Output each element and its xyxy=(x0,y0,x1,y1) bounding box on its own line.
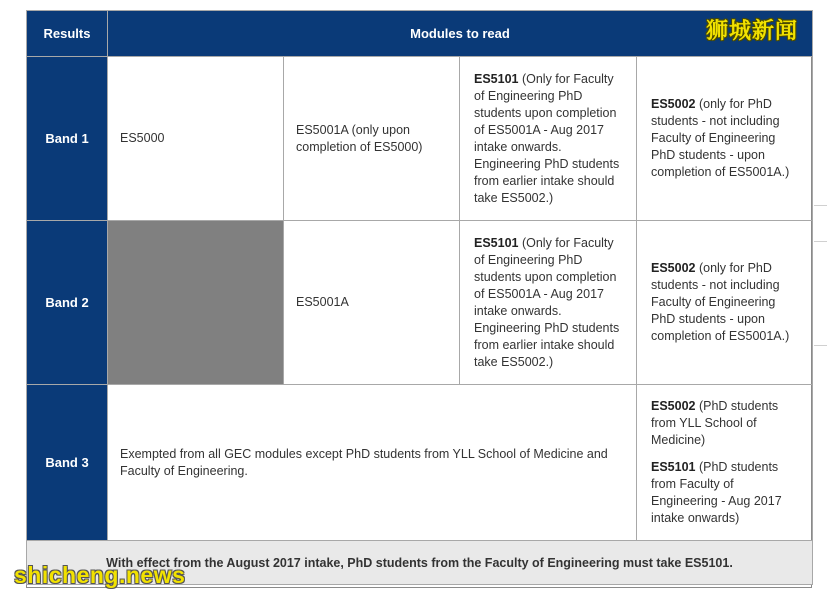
module-code: ES5002 xyxy=(651,97,696,111)
band-label: Band 2 xyxy=(27,221,108,385)
module-cell: ES5000 xyxy=(108,57,284,221)
module-cell: ES5001A xyxy=(284,221,460,385)
module-code: ES5002 xyxy=(651,261,696,275)
modules-header: Modules to read xyxy=(108,11,813,57)
header-row xyxy=(27,11,813,57)
band-label: Band 1 xyxy=(27,57,108,221)
module-cell xyxy=(637,221,813,385)
module-item xyxy=(651,398,802,449)
modules-table xyxy=(26,10,813,585)
table-row xyxy=(27,57,813,221)
module-description: (Only for Faculty of Engineering PhD students upon completion of ES5001A - Aug 2017 intake onwards. Engineering PhD students from earlier intake should take ES5002.) xyxy=(474,235,620,369)
divider xyxy=(814,241,827,242)
exemption-cell: Exempted from all GEC modules except PhD students from YLL School of Medicine and Faculty of Engineering. xyxy=(108,385,637,541)
module-description: (only for PhD students - not including Faculty of Engineering PhD students - upon completion of ES5001A.) xyxy=(651,97,790,179)
module-code: ES5101 xyxy=(651,460,696,474)
module-item xyxy=(651,459,802,527)
divider xyxy=(814,205,827,206)
module-code: ES5101 xyxy=(474,235,519,250)
module-code: ES5101 xyxy=(474,71,519,86)
watermark-logo-bottom: shicheng.news xyxy=(14,562,186,588)
table-row xyxy=(27,385,813,541)
module-cell: ES5001A (only upon completion of ES5000) xyxy=(284,57,460,221)
module-cell xyxy=(460,57,637,221)
module-description: (Only for Faculty of Engineering PhD students upon completion of ES5001A - Aug 2017 intake onwards. Engineering PhD students from earlier intake should take ES5002.) xyxy=(474,71,620,205)
results-header: Results xyxy=(27,11,108,57)
module-cell xyxy=(637,385,813,541)
module-code: ES5002 xyxy=(651,399,696,413)
watermark-logo-top: 狮城新闻 xyxy=(706,18,799,43)
module-description: (PhD students from Faculty of Engineering - Aug 2017 intake onwards) xyxy=(651,460,782,525)
module-description: (only for PhD students - not including Faculty of Engineering PhD students - upon completion of ES5001A.) xyxy=(651,261,790,343)
module-description: (PhD students from YLL School of Medicine) xyxy=(651,399,779,447)
table-row xyxy=(27,221,813,385)
band-label: Band 3 xyxy=(27,385,108,541)
footnote: With effect from the August 2017 intake, PhD students from the Faculty of Engineering must take ES5101. xyxy=(27,541,813,585)
module-cell xyxy=(460,221,637,385)
divider xyxy=(814,345,827,346)
module-cell xyxy=(637,57,813,221)
empty-cell xyxy=(108,221,284,385)
